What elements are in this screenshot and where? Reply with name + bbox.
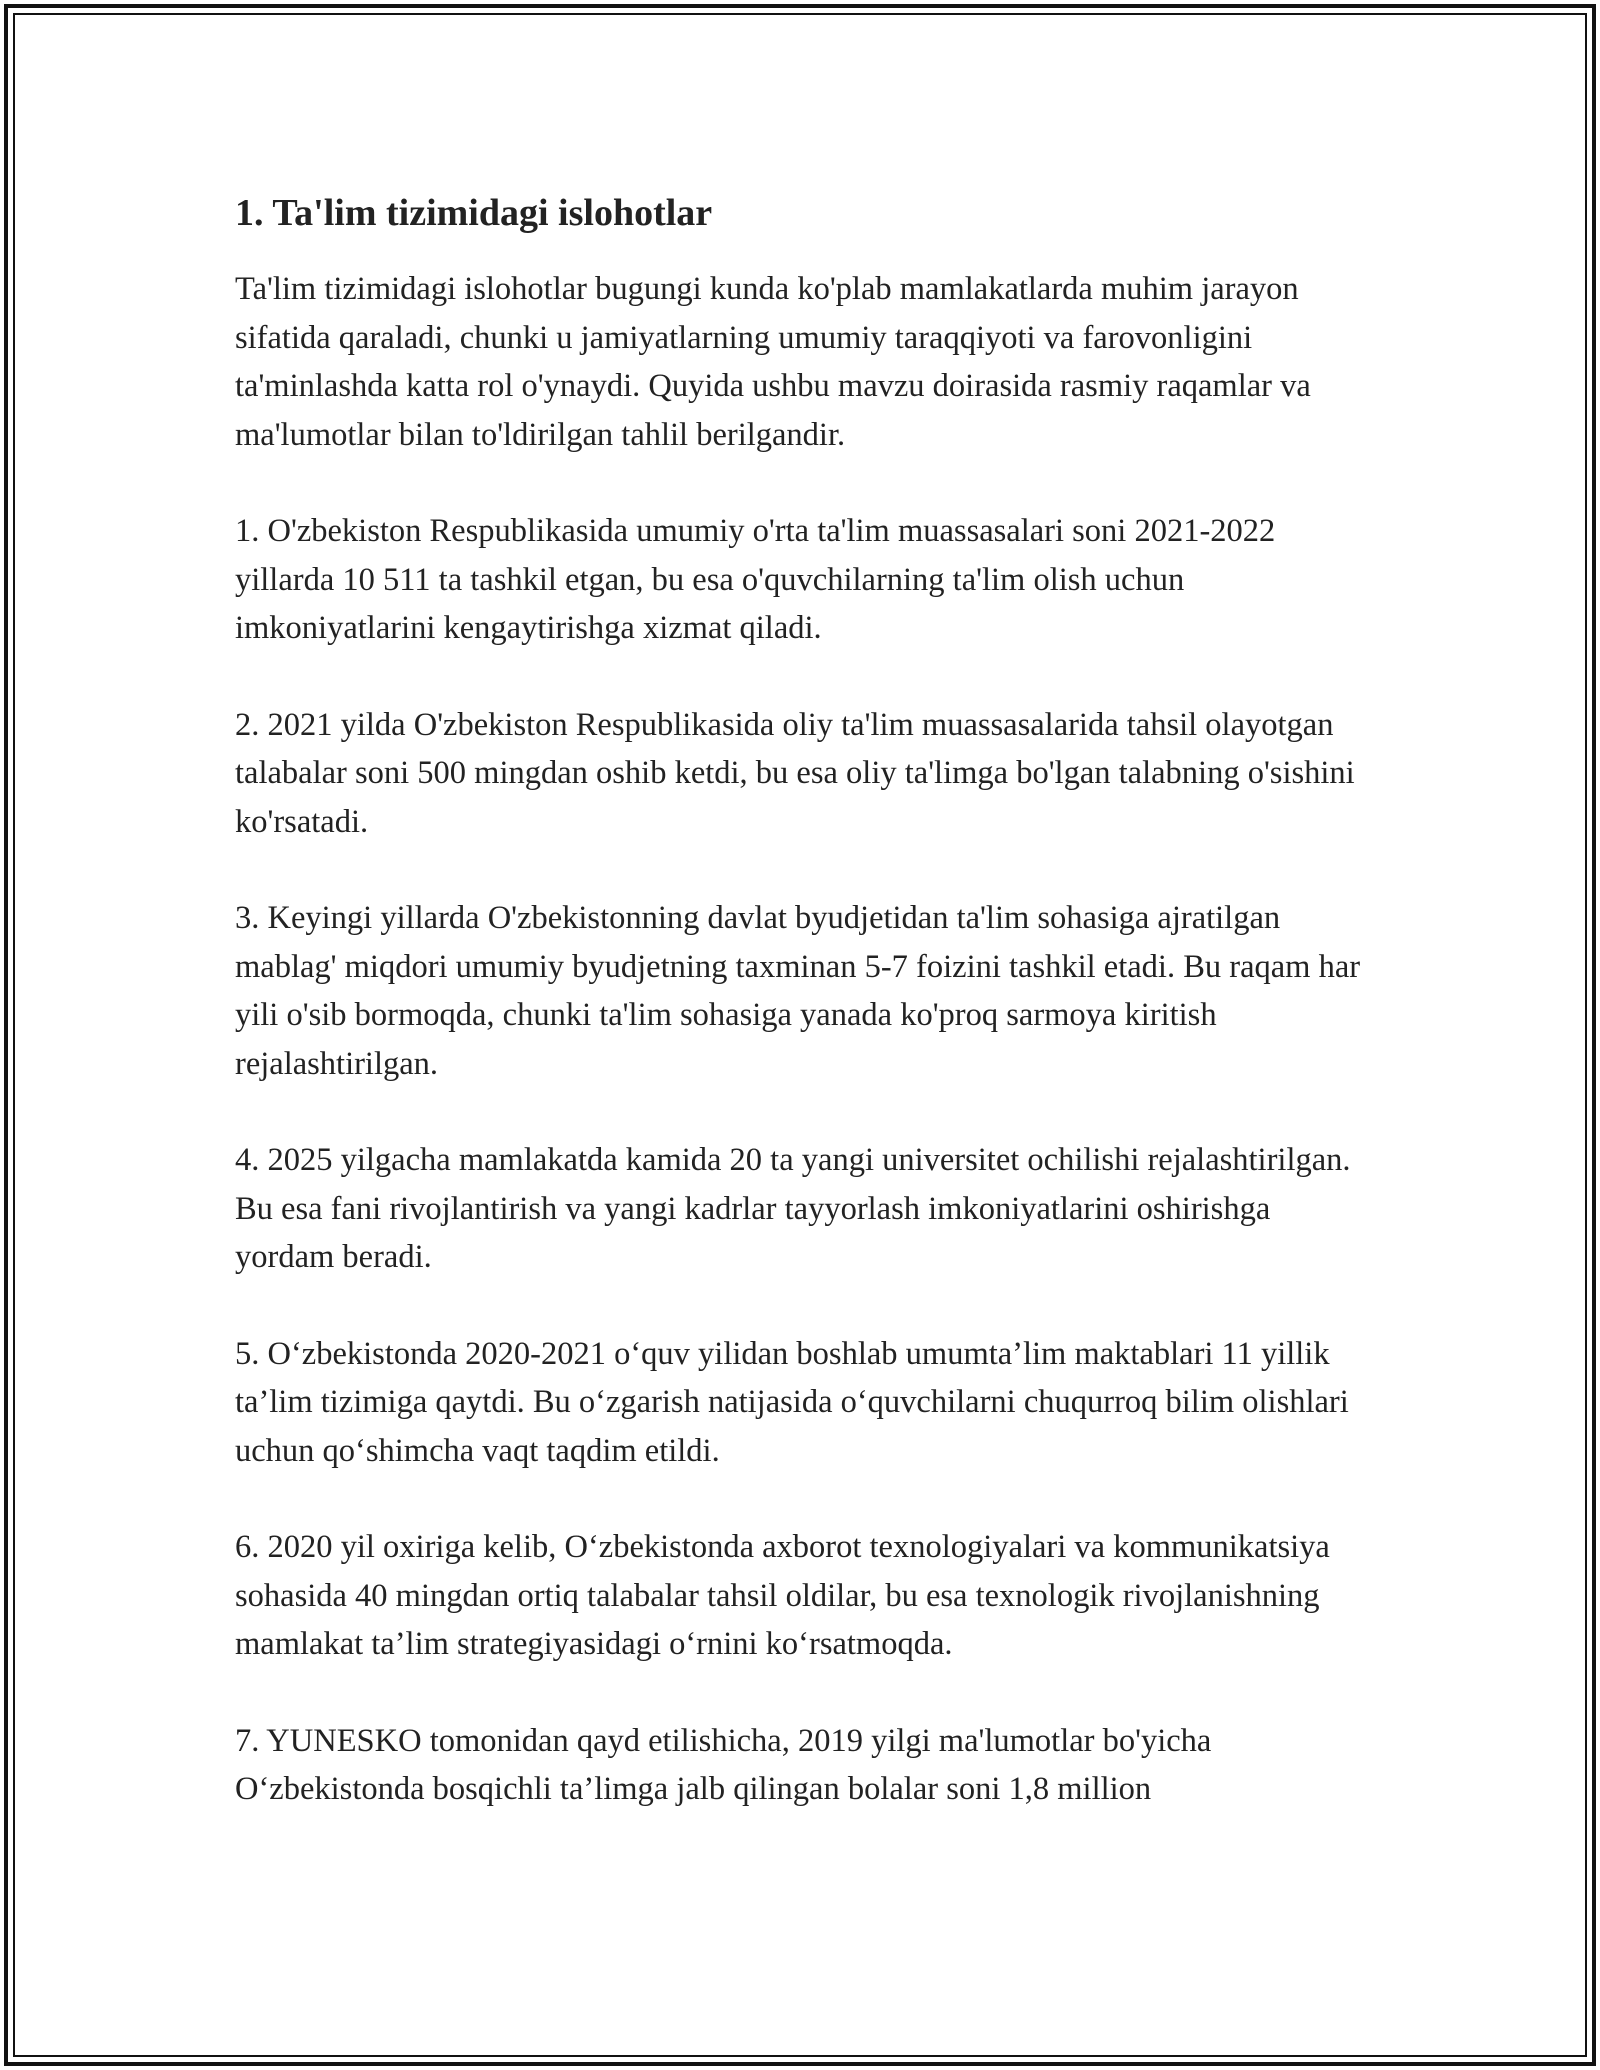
list-item-6: 6. 2020 yil oxiriga kelib, O‘zbekistonda axborot texnologiyalari va kommunikatsiya sohasida 40 mingdan ortiq talabalar tahsil oldilar, bu esa texnologik rivojlanishning mamlakat ta’lim strategiyasidagi o‘rnini ko‘rsatmoqda.	[235, 1529, 1330, 1662]
list-item-3: 3. Keyingi yillarda O'zbekistonning davlat byudjetidan ta'lim sohasiga ajratilgan mablag' miqdori umumiy byudjetning taxminan 5-7 foizini tashkil etadi. Bu raqam har yili o'sib bormoqda, chunki ta'lim sohasiga yanada ko'proq sarmoya kiritish rejalashtirilgan.	[235, 900, 1361, 1082]
list-item-5: 5. O‘zbekistonda 2020-2021 o‘quv yilidan boshlab umumta’lim maktablari 11 yillik ta’lim tizimiga qaytdi. Bu o‘zgarish natijasida o‘quvchilarni chuqurroq bilim olishlari uchun qo‘shimcha vaqt taqdim etildi.	[235, 1335, 1349, 1469]
list-item-1: 1. O'zbekiston Respublikasida umumiy o'rta ta'lim muassasalari soni 2021-2022 yillarda 10 511 ta tashkil etgan, bu esa o'quvchilarning ta'lim olish uchun imkoniyatlarini kengaytirishga xizmat qiladi.	[235, 513, 1276, 646]
section-heading: 1. Ta'lim tizimidagi islohotlar	[235, 192, 713, 234]
list-item-4: 4. 2025 yilgacha mamlakatda kamida 20 ta yangi universitet ochilishi rejalashtirilgan. Bu esa fani rivojlantirish va yangi kadrlar tayyorlash imkoniyatlarini oshirishga yordam beradi.	[235, 1142, 1351, 1275]
document-body	[235, 185, 1365, 1862]
intro-paragraph: Ta'lim tizimidagi islohotlar bugungi kunda ko'plab mamlakatlarda muhim jarayon sifatida qaraladi, chunki u jamiyatlarning umumiy taraqqiyoti va farovonligini ta'minlashda katta rol o'ynaydi. Quyida ushbu mavzu doirasida rasmiy raqamlar va ma'lumotlar bilan to'ldirilgan tahlil berilgandir.	[235, 271, 1311, 453]
list-item-2: 2. 2021 yilda O'zbekiston Respublikasida oliy ta'lim muassasalarida tahsil olayotgan talabalar soni 500 mingdan oshib ketdi, bu esa oliy ta'limga bo'lgan talabning o'sishini ko'rsatadi.	[235, 706, 1355, 840]
list-item-7: 7. YUNESKO tomonidan qayd etilishicha, 2019 yilgi ma'lumotlar bo'yicha O‘zbekistonda bosqichli ta’limga jalb qilingan bolalar soni 1,8 million	[235, 1722, 1212, 1807]
